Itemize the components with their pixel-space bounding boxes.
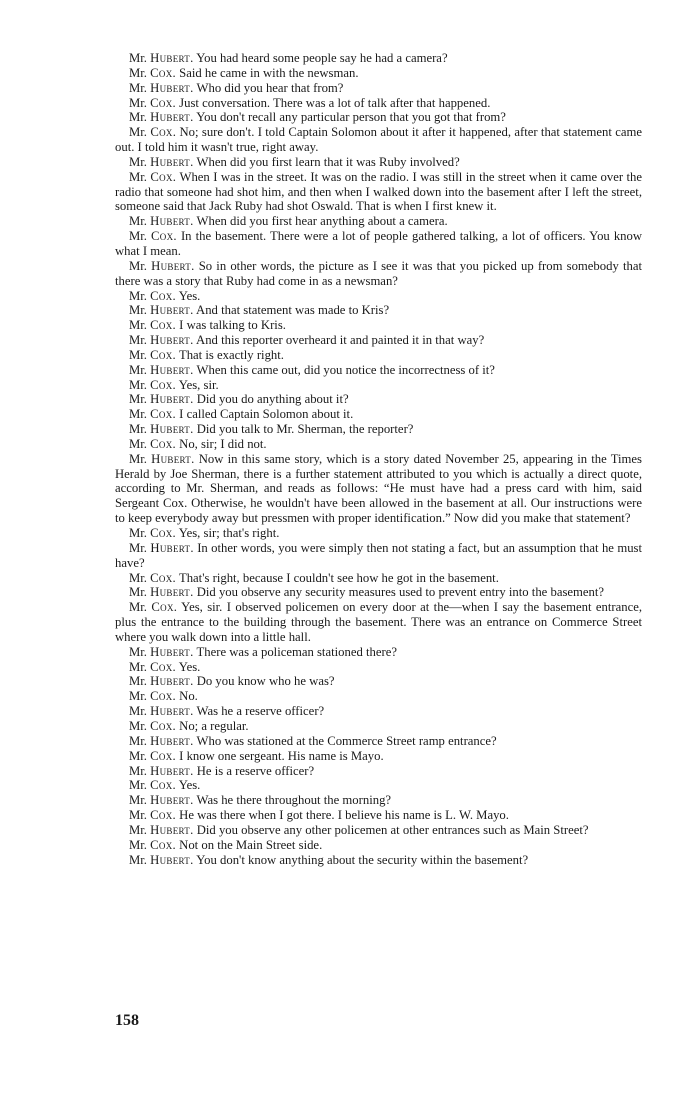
speaker-title: Mr. (129, 808, 147, 823)
speaker-title: Mr. (129, 110, 147, 125)
testimony-paragraph (115, 96, 642, 111)
speaker-title: Mr. (129, 733, 147, 748)
testimony-text: Just conversation. There was a lot of talk after that happened. (179, 95, 491, 110)
speaker-name: Cox. (150, 288, 176, 303)
speaker-name: Hubert. (150, 392, 194, 407)
speaker-name: Hubert. (150, 585, 194, 600)
testimony-text: Now in this same story, which is a story dated November 25, appearing in the Times Herald by Joe Sherman, there is a further statement attributed to you which is actually a direct quote, according to Mr. Sherman, and reads as follows: “He must have had a press card with him, said Sergeant Cox. Otherwise, he wouldn't have been allowed in the basement at all. Our instructions were to keep everybody away but pressmen with proper identification.” Now did you make that statement? (115, 451, 642, 526)
speaker-title: Mr. (129, 318, 147, 333)
testimony-text: Yes. (178, 659, 201, 674)
testimony-paragraph (115, 333, 642, 348)
testimony-paragraph (115, 214, 642, 229)
testimony-paragraph (115, 719, 642, 734)
speaker-title: Mr. (129, 377, 147, 392)
speaker-title: Mr. (129, 347, 147, 362)
speaker-title: Mr. (129, 288, 147, 303)
speaker-name: Cox. (150, 318, 176, 333)
speaker-title: Mr. (129, 852, 147, 867)
testimony-paragraph (115, 689, 642, 704)
speaker-title: Mr. (129, 540, 147, 555)
testimony-paragraph (115, 229, 642, 259)
testimony-paragraph (115, 749, 642, 764)
testimony-text: Did you observe any security measures used to prevent entry into the basement? (196, 585, 605, 600)
testimony-text: Yes. (178, 778, 201, 793)
speaker-name: Hubert. (150, 80, 194, 95)
speaker-title: Mr. (129, 154, 147, 169)
speaker-title: Mr. (129, 659, 147, 674)
speaker-name: Cox. (151, 600, 178, 615)
testimony-text: Not on the Main Street side. (179, 837, 323, 852)
speaker-title: Mr. (129, 718, 147, 733)
testimony-text: In other words, you were simply then not stating a fact, but an assumption that he must have? (115, 540, 643, 570)
speaker-title: Mr. (129, 214, 147, 229)
speaker-name: Cox. (150, 808, 176, 823)
testimony-text: Who was stationed at the Commerce Street ramp entrance? (196, 733, 497, 748)
speaker-title: Mr. (129, 837, 147, 852)
testimony-text: Did you do anything about it? (196, 392, 349, 407)
testimony-paragraph (115, 392, 642, 407)
testimony-text: Did you observe any other policemen at other entrances such as Main Street? (196, 822, 589, 837)
testimony-text: Said he came in with the newsman. (179, 65, 359, 80)
testimony-paragraph (115, 81, 642, 96)
testimony-text: Did you talk to Mr. Sherman, the reporter? (196, 422, 414, 437)
testimony-text: Yes, sir; that's right. (178, 526, 280, 540)
speaker-name: Cox. (150, 347, 176, 362)
speaker-name: Cox. (150, 407, 176, 422)
speaker-name: Hubert. (150, 644, 194, 659)
speaker-title: Mr. (129, 436, 147, 451)
speaker-title: Mr. (129, 704, 147, 719)
testimony-text: You don't know anything about the security within the basement? (196, 852, 529, 867)
speaker-name: Cox. (150, 748, 176, 763)
testimony-text: You had heard some people say he had a camera? (196, 51, 448, 65)
testimony-text: He is a reserve officer? (196, 763, 315, 778)
speaker-name: Cox. (150, 125, 177, 140)
testimony-text: Yes, sir. I observed policemen on every door at the—when I say the basement entrance, plus the entrance to the building through the basement. There was an entrance on Commerce Street where you walk down into a little hall. (115, 600, 643, 644)
testimony-paragraph (115, 704, 642, 719)
testimony-text: When I was in the street. It was on the radio. I was still in the street when it came over the radio that someone had shot him, and then when I walked down into the basement after I left the street, someone said that Jack Ruby had shot Oswald. That is when I first knew it. (115, 169, 642, 214)
speaker-name: Cox. (150, 837, 176, 852)
testimony-paragraph (115, 734, 642, 749)
testimony-text: There was a policeman stationed there? (196, 644, 397, 659)
speaker-name: Cox. (150, 169, 177, 184)
speaker-title: Mr. (129, 585, 147, 600)
testimony-text: He was there when I got there. I believe his name is L. W. Mayo. (179, 808, 509, 823)
testimony-paragraph (115, 452, 642, 526)
testimony-text: No; a regular. (179, 718, 249, 733)
speaker-name: Hubert. (150, 422, 194, 437)
speaker-title: Mr. (129, 169, 147, 184)
testimony-text: You don't recall any particular person that you got that from? (196, 110, 506, 125)
testimony-paragraph (115, 793, 642, 808)
testimony-paragraph (115, 660, 642, 675)
speaker-name: Hubert. (150, 540, 194, 555)
speaker-name: Cox. (150, 689, 176, 704)
testimony-text: No, sir; I did not. (179, 436, 267, 451)
speaker-title: Mr. (129, 778, 147, 793)
speaker-name: Hubert. (150, 793, 194, 808)
testimony-paragraph (115, 289, 642, 304)
testimony-text: And this reporter overheard it and painted it in that way? (196, 333, 485, 348)
testimony-paragraph (115, 674, 642, 689)
testimony-text: When this came out, did you notice the incorrectness of it? (196, 362, 495, 377)
speaker-title: Mr. (129, 451, 147, 466)
testimony-text: Yes, sir. (178, 377, 219, 392)
speaker-name: Hubert. (150, 51, 194, 65)
testimony-paragraph (115, 541, 642, 571)
speaker-name: Cox. (150, 65, 176, 80)
testimony-text: That is exactly right. (178, 347, 284, 362)
testimony-paragraph (115, 838, 642, 853)
speaker-name: Cox. (150, 778, 176, 793)
testimony-paragraph (115, 585, 642, 600)
testimony-paragraph (115, 51, 642, 66)
speaker-title: Mr. (129, 422, 147, 437)
speaker-name: Cox. (150, 436, 176, 451)
speaker-name: Cox. (150, 718, 176, 733)
speaker-name: Hubert. (150, 733, 194, 748)
speaker-title: Mr. (129, 644, 147, 659)
speaker-name: Cox. (150, 570, 176, 585)
testimony-paragraph (115, 808, 642, 823)
speaker-title: Mr. (129, 125, 147, 140)
speaker-name: Cox. (150, 95, 176, 110)
testimony-text: I know one sergeant. His name is Mayo. (179, 748, 384, 763)
testimony-text: So in other words, the picture as I see it was that you picked up from somebody that there was a story that Ruby had come in as a newsman? (115, 258, 643, 288)
testimony-text: That's right, because I couldn't see how he got in the basement. (178, 570, 499, 585)
speaker-title: Mr. (129, 303, 147, 318)
speaker-name: Hubert. (150, 333, 194, 348)
testimony-paragraph (115, 155, 642, 170)
testimony-text: I was talking to Kris. (179, 318, 286, 333)
speaker-name: Cox. (150, 377, 176, 392)
testimony-paragraph (115, 571, 642, 586)
testimony-paragraph (115, 778, 642, 793)
speaker-name: Hubert. (150, 852, 194, 867)
speaker-name: Hubert. (151, 451, 195, 466)
speaker-name: Hubert. (150, 674, 194, 689)
speaker-name: Hubert. (150, 362, 194, 377)
speaker-title: Mr. (129, 822, 147, 837)
testimony-paragraph (115, 526, 642, 541)
speaker-name: Hubert. (150, 704, 194, 719)
speaker-name: Hubert. (150, 822, 194, 837)
speaker-title: Mr. (129, 763, 147, 778)
testimony-paragraph (115, 764, 642, 779)
testimony-paragraph (115, 823, 642, 838)
speaker-title: Mr. (129, 526, 147, 540)
testimony-paragraph (115, 437, 642, 452)
speaker-title: Mr. (129, 258, 147, 273)
testimony-paragraph (115, 318, 642, 333)
speaker-title: Mr. (129, 51, 147, 65)
testimony-paragraph (115, 66, 642, 81)
speaker-title: Mr. (129, 95, 147, 110)
testimony-text: Was he there throughout the morning? (196, 793, 392, 808)
testimony-text: Was he a reserve officer? (196, 704, 325, 719)
testimony-paragraph (115, 303, 642, 318)
testimony-text: When did you first hear anything about a camera. (196, 214, 448, 229)
speaker-name: Hubert. (150, 303, 194, 318)
speaker-name: Cox. (150, 659, 176, 674)
speaker-title: Mr. (129, 600, 147, 615)
speaker-name: Cox. (150, 526, 176, 540)
testimony-paragraph (115, 125, 642, 155)
testimony-paragraph (115, 422, 642, 437)
speaker-title: Mr. (129, 748, 147, 763)
page-number: 158 (115, 1012, 139, 1029)
testimony-text: I called Captain Solomon about it. (179, 407, 354, 422)
speaker-name: Cox. (151, 229, 177, 244)
testimony-paragraph (115, 407, 642, 422)
speaker-title: Mr. (129, 229, 147, 244)
testimony-paragraph (115, 378, 642, 393)
speaker-title: Mr. (129, 674, 147, 689)
testimony-text: When did you first learn that it was Ruby involved? (196, 154, 460, 169)
testimony-paragraph (115, 600, 642, 645)
testimony-paragraph (115, 110, 642, 125)
testimony-text: Who did you hear that from? (196, 80, 344, 95)
testimony-text: And that statement was made to Kris? (196, 303, 390, 318)
testimony-text: Yes. (178, 288, 201, 303)
speaker-title: Mr. (129, 392, 147, 407)
testimony-paragraph (115, 363, 642, 378)
speaker-name: Hubert. (150, 763, 194, 778)
transcript-body (115, 51, 642, 867)
testimony-paragraph (115, 645, 642, 660)
testimony-text: No. (179, 689, 198, 704)
speaker-title: Mr. (129, 362, 147, 377)
speaker-title: Mr. (129, 793, 147, 808)
speaker-title: Mr. (129, 65, 147, 80)
speaker-title: Mr. (129, 570, 147, 585)
speaker-name: Hubert. (150, 110, 194, 125)
speaker-title: Mr. (129, 689, 147, 704)
testimony-paragraph (115, 170, 642, 215)
speaker-name: Hubert. (150, 214, 194, 229)
speaker-title: Mr. (129, 80, 147, 95)
testimony-paragraph (115, 853, 642, 868)
testimony-paragraph (115, 348, 642, 363)
testimony-text: No; sure don't. I told Captain Solomon about it after it happened, after that statement came out. I told him it wasn't true, right away. (115, 125, 643, 155)
speaker-name: Hubert. (150, 154, 194, 169)
testimony-text: In the basement. There were a lot of people gathered talking, a lot of officers. You know what I mean. (115, 229, 643, 258)
testimony-paragraph (115, 259, 642, 289)
testimony-text: Do you know who he was? (196, 674, 335, 689)
speaker-name: Hubert. (151, 258, 195, 273)
speaker-title: Mr. (129, 333, 147, 348)
speaker-title: Mr. (129, 407, 147, 422)
